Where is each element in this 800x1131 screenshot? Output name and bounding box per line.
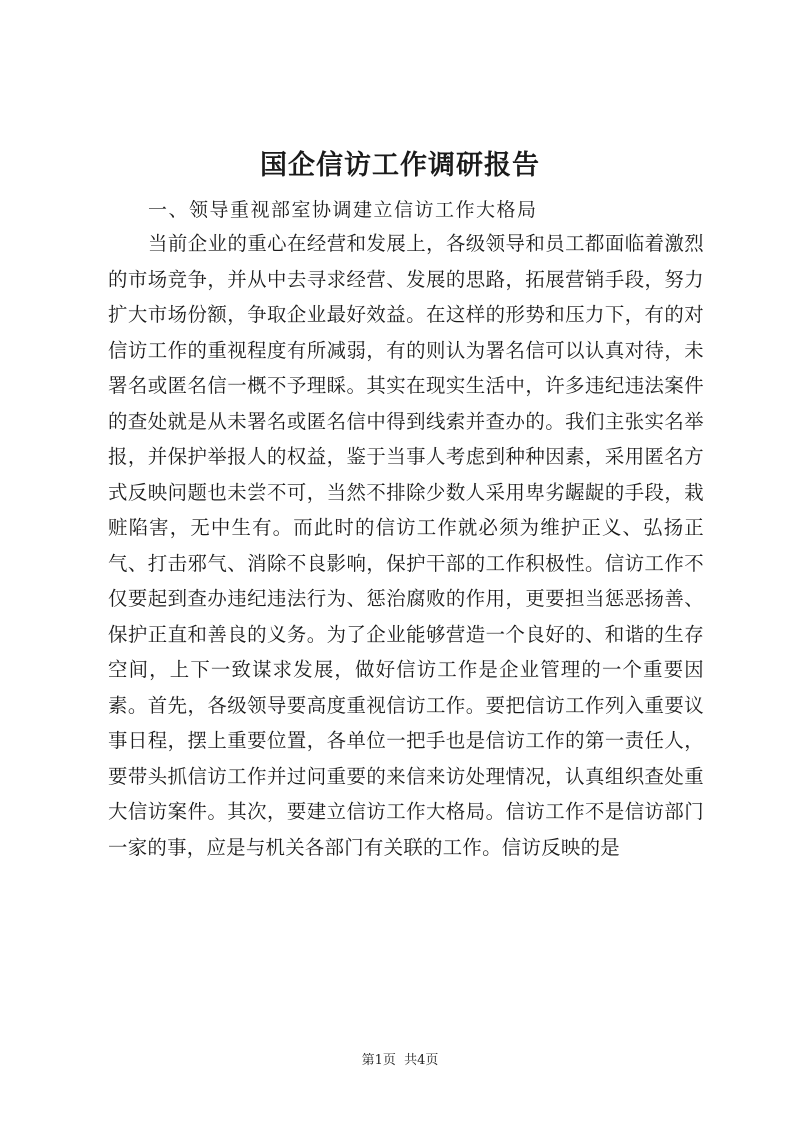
document-title: 国企信访工作调研报告	[260, 150, 540, 181]
body-paragraph: 当前企业的重心在经营和发展上，各级领导和员工都面临着激烈的市场竞争，并从中去寻求经营、发展的思路，拓展营销手段，努力扩大市场份额，争取企业最好效益。在这样的形势和压力下，有的对信访工作的重视程度有所减弱，有的则认为署名信可以认真对待，未署名或匿名信一概不予理睬。其实在现实生活中，许多违纪违法案件的查处就是从未署名或匿名信中得到线索并查办的。我们主张实名举报，并保护举报人的权益，鉴于当事人考虑到种种因素，采用匿名方式反映问题也未尝不可，当然不排除少数人采用卑劣龌龊的手段，栽赃陷害，无中生有。而此时的信访工作就必须为维护正义、弘扬正气、打击邪气、消除不良影响，保护干部的工作积极性。信访工作不仅要起到查办违纪违法行为、惩治腐败的作用，更要担当惩恶扬善、保护正直和善良的义务。为了企业能够营造一个良好的、和谐的生存空间，上下一致谋求发展，做好信访工作是企业管理的一个重要因素。首先，各级领导要高度重视信访工作。要把信访工作列入重要议事日程，摆上重要位置，各单位一把手也是信访工作的第一责任人，要带头抓信访工作并过问重要的来信来访处理情况，认真组织查处重大信访案件。其次，要建立信访工作大格局。信访工作不是信访部门一家的事，应是与机关各部门有关联的工作。信访反映的是	[108, 232, 704, 859]
page-number: 第1页	[361, 1053, 396, 1068]
section-heading: 一、领导重视部室协调建立信访工作大格局	[148, 199, 538, 221]
page-footer	[0, 1049, 800, 1068]
page-total: 共4页	[404, 1053, 439, 1068]
